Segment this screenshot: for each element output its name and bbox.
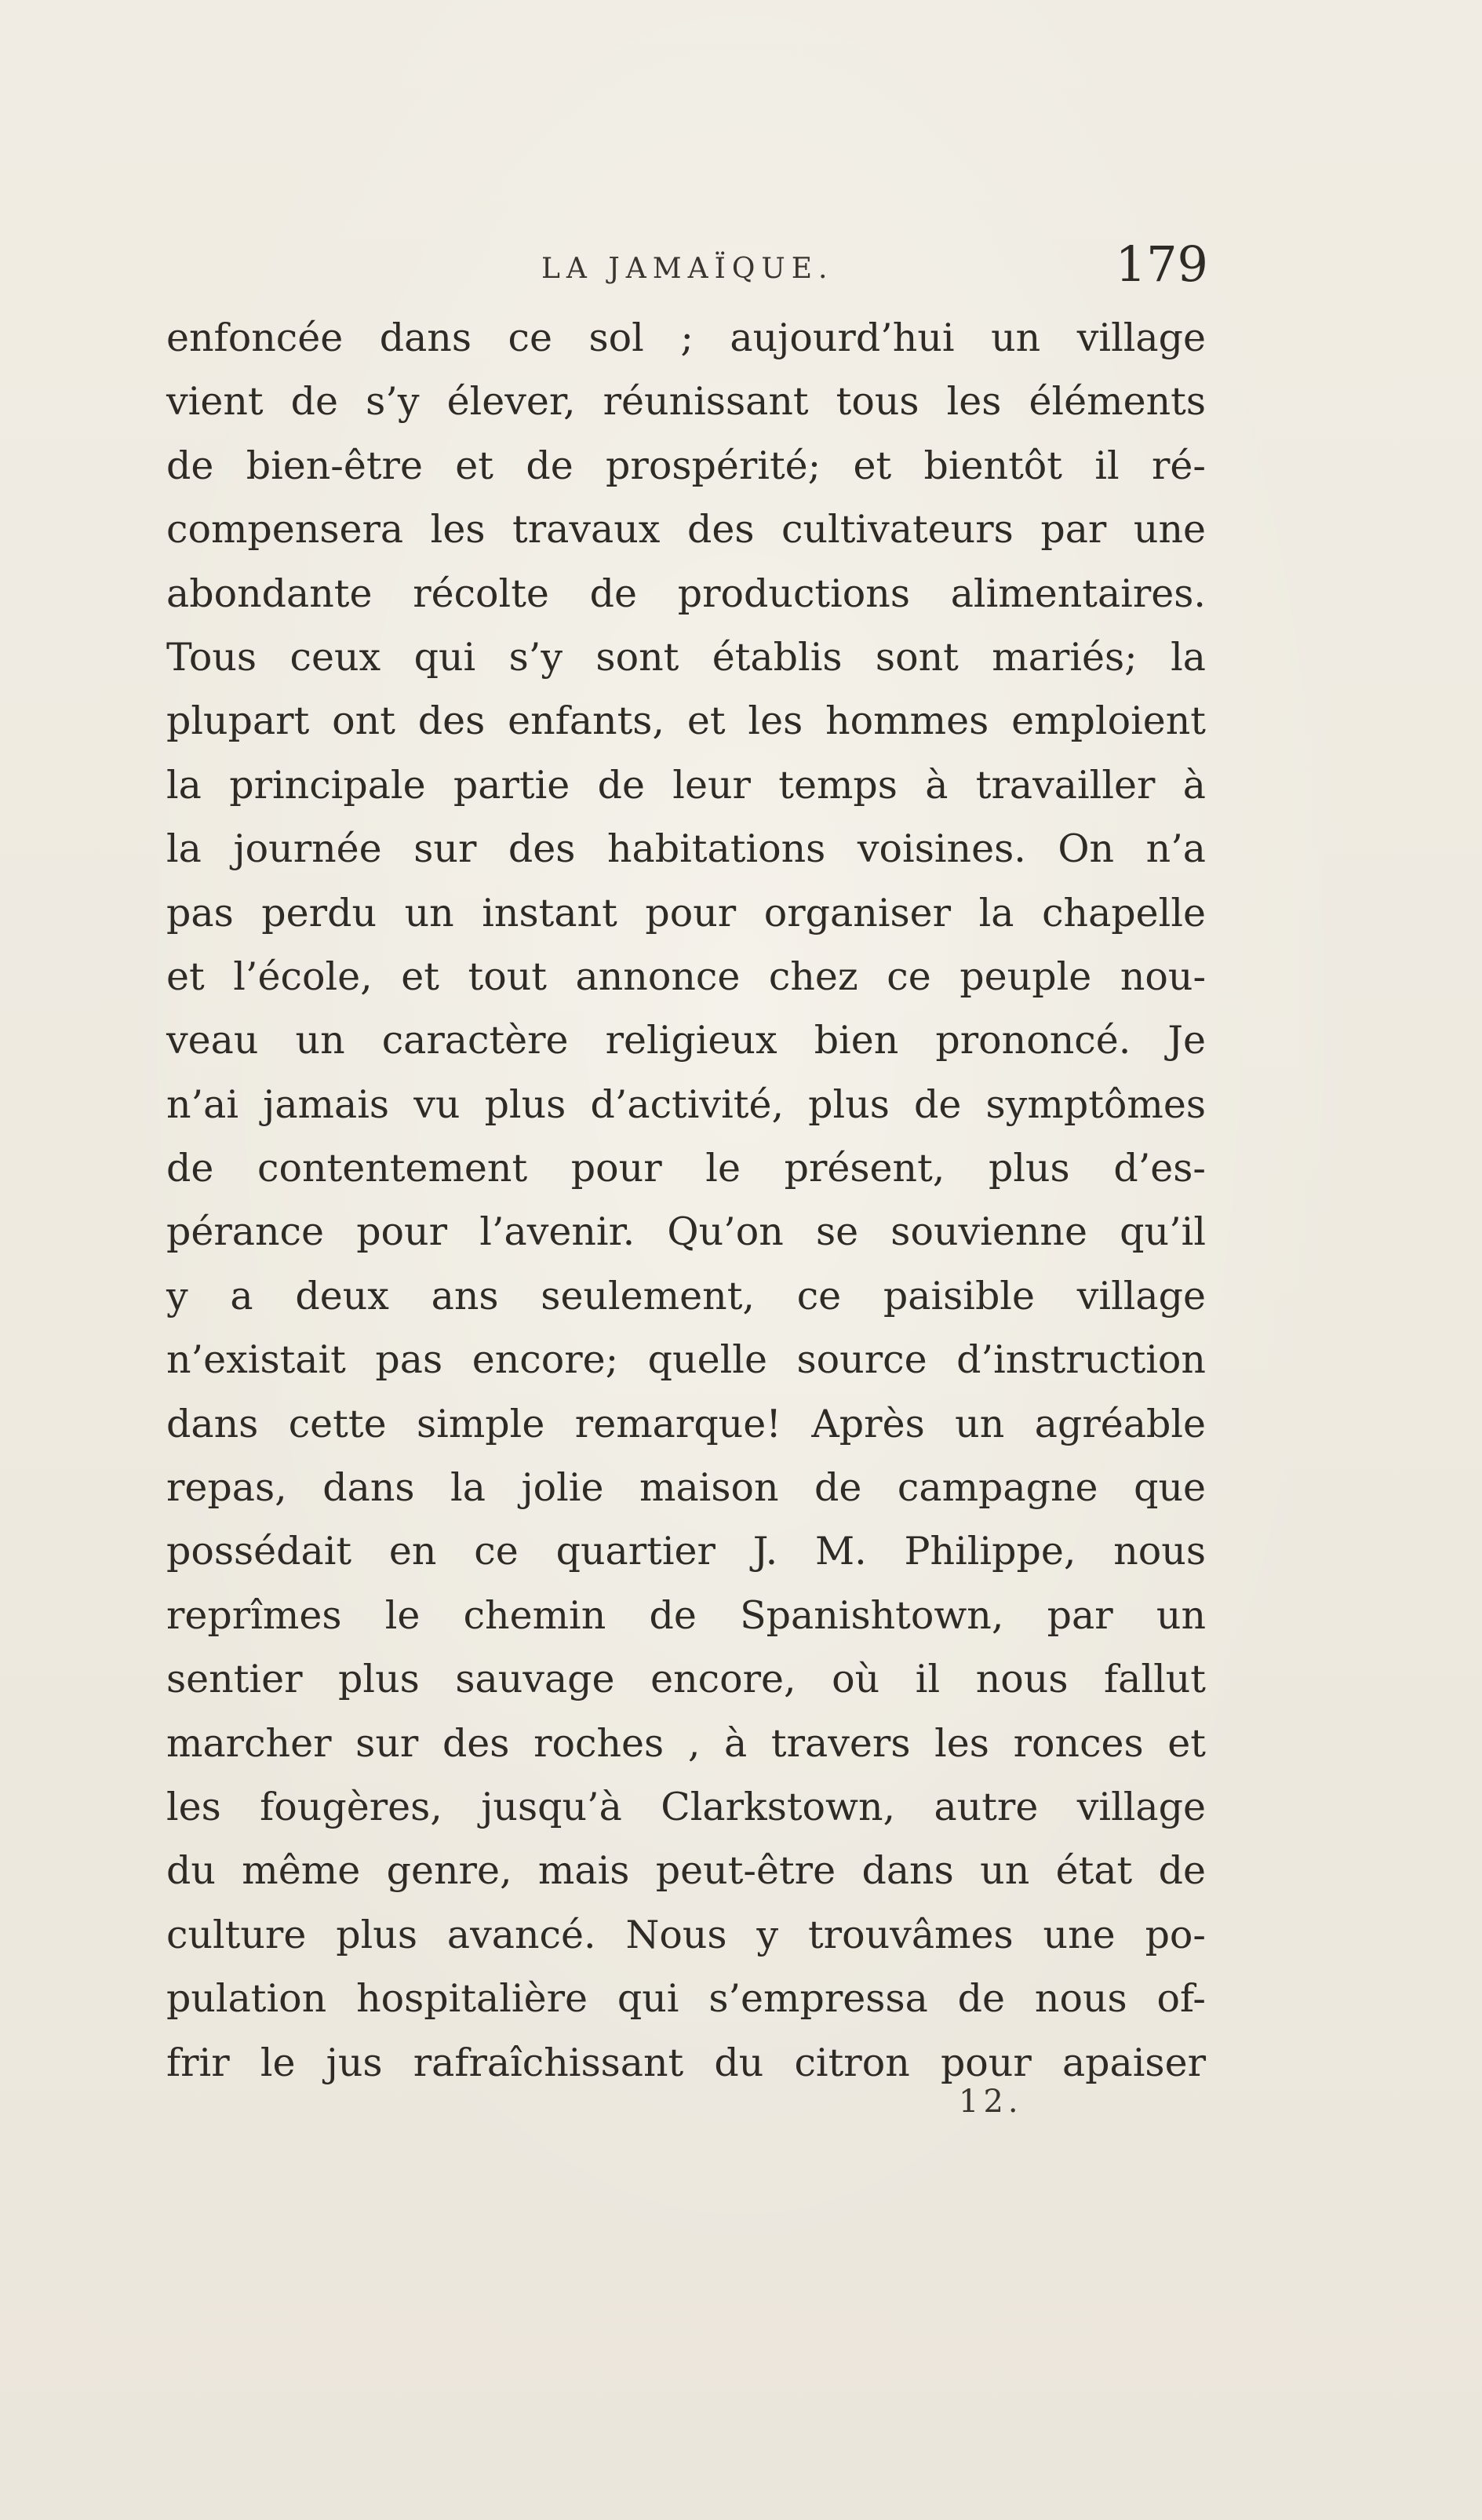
text-line: plupart ont des enfants, et les hommes emploient <box>166 698 1206 744</box>
body-text <box>166 306 1206 2095</box>
text-line: sentier plus sauvage encore, où il nous fallut <box>166 1657 1206 1702</box>
text-line: possédait en ce quartier J. M. Philippe, nous <box>166 1529 1206 1574</box>
text-line: la journée sur des habitations voisines. On n’a <box>166 826 1206 872</box>
text-line: pérance pour l’avenir. Qu’on se souvienne qu’il <box>166 1209 1206 1255</box>
text-line: y a deux ans seulement, ce paisible village <box>166 1273 1206 1318</box>
text-line: compensera les travaux des cultivateurs par une <box>166 507 1206 553</box>
text-line: veau un caractère religieux bien prononcé. Je <box>166 1018 1206 1063</box>
text-line: dans cette simple remarque! Après un agréable <box>166 1401 1206 1446</box>
text-line: de bien-être et de prospérité; et bientôt il ré- <box>166 443 1206 488</box>
text-line: marcher sur des roches , à travers les ronces et <box>166 1720 1206 1766</box>
text-line: frir le jus rafraîchissant du citron pour apaiser <box>166 2040 1206 2085</box>
text-line: culture plus avancé. Nous y trouvâmes une po- <box>166 1912 1206 1957</box>
text-line: abondante récolte de productions alimentaires. <box>166 571 1206 616</box>
text-line: de contentement pour le présent, plus d’es- <box>166 1146 1206 1191</box>
page-number: 179 <box>1115 235 1208 293</box>
running-head <box>157 235 1208 306</box>
text-line: reprîmes le chemin de Spanishtown, par un <box>166 1592 1206 1638</box>
signature-mark: 12. <box>959 2084 1023 2120</box>
running-title: LA JAMAÏQUE. <box>541 253 834 285</box>
text-line: n’ai jamais vu plus d’activité, plus de symptômes <box>166 1081 1206 1127</box>
text-line: et l’école, et tout annonce chez ce peuple nou- <box>166 954 1206 999</box>
text-line: les fougères, jusqu’à Clarkstown, autre village <box>166 1784 1206 1829</box>
text-line: n’existait pas encore; quelle source d’instruction <box>166 1337 1206 1383</box>
text-line: la principale partie de leur temps à travailler à <box>166 762 1206 808</box>
text-line: pulation hospitalière qui s’empressa de nous of- <box>166 1976 1206 2022</box>
text-line: enfoncée dans ce sol ; aujourd’hui un village <box>166 315 1206 360</box>
text-line: repas, dans la jolie maison de campagne que <box>166 1465 1206 1511</box>
text-line: du même genre, mais peut-être dans un état de <box>166 1848 1206 1894</box>
text-line: pas perdu un instant pour organiser la chapelle <box>166 890 1206 935</box>
text-line: vient de s’y élever, réunissant tous les éléments <box>166 379 1206 425</box>
text-line: Tous ceux qui s’y sont établis sont mariés; la <box>166 634 1206 680</box>
